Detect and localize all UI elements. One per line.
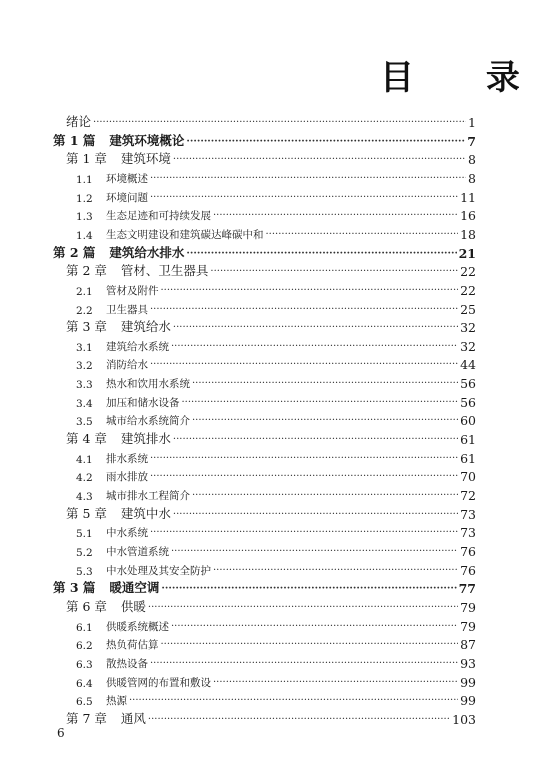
toc-entry-title: 管材、卫生器具 [120, 263, 209, 279]
toc-leader-dots [182, 392, 459, 410]
toc-entry-number: 3.1 [76, 341, 93, 354]
toc-entry-chapter[interactable] [66, 709, 476, 727]
toc-entry-number: 第 5 章 [66, 505, 107, 521]
toc-entry-chapter[interactable] [66, 429, 476, 447]
toc-entry-number: 第 1 章 [66, 151, 107, 167]
toc-entry-number: 第 6 章 [66, 598, 107, 614]
toc-entry-number: 第 2 章 [66, 263, 107, 279]
toc-entry-section[interactable] [76, 466, 476, 484]
toc-leader-dots [186, 243, 456, 261]
toc-leader-dots [161, 634, 459, 652]
page-title: 目 录 [380, 58, 550, 98]
toc-entry-section[interactable] [76, 672, 476, 690]
toc-entry-title: 中水管道系统 [106, 545, 169, 558]
toc-entry-number: 5.3 [76, 565, 93, 578]
toc-entry-title: 建筑排水 [120, 431, 171, 447]
toc-leader-dots [213, 672, 458, 690]
toc-entry-number: 第 2 篇 [53, 244, 96, 260]
toc-leader-dots [171, 336, 458, 354]
toc-entry-section[interactable] [76, 354, 476, 372]
toc-entry-section[interactable] [76, 224, 476, 242]
toc-entry-title: 建筑给水系统 [106, 340, 169, 353]
toc-entry-title: 环境概述 [106, 172, 148, 185]
toc-entry-section[interactable] [76, 690, 476, 708]
toc-entry-number: 3.2 [76, 360, 93, 373]
toc-leader-dots [150, 168, 466, 186]
toc-entry-page: 60 [460, 413, 476, 429]
toc-entry-chapter[interactable] [66, 149, 476, 167]
toc-entry-page: 18 [460, 226, 476, 242]
toc-leader-dots [186, 131, 465, 149]
toc-leader-dots [150, 187, 458, 205]
toc-entry-page: 61 [460, 450, 476, 466]
toc-leader-dots [129, 690, 458, 708]
toc-leader-dots [210, 261, 458, 279]
toc-entry-section[interactable] [76, 616, 476, 634]
toc-entry-section[interactable] [76, 410, 476, 428]
toc-leader-dots [192, 373, 458, 391]
toc-entry-section[interactable] [76, 634, 476, 652]
toc-entry-page: 56 [460, 394, 476, 410]
toc-entry-chapter[interactable] [66, 261, 476, 279]
toc-leader-dots [173, 429, 458, 447]
toc-entry-number: 第 3 篇 [53, 580, 96, 596]
toc-entry-page: 8 [468, 170, 476, 186]
toc-entry-title: 城市给水系统简介 [106, 415, 190, 428]
toc-leader-dots [150, 299, 458, 317]
toc-entry-page: 22 [460, 282, 476, 298]
toc-leader-dots [150, 466, 458, 484]
toc-entry-page: 73 [460, 525, 476, 541]
toc-entry-title: 建筑给水 [120, 319, 171, 335]
toc-leader-dots [150, 653, 458, 671]
toc-entry-section[interactable] [76, 541, 476, 559]
toc-entry-section[interactable] [76, 168, 476, 186]
toc-entry-page: 32 [460, 320, 476, 336]
toc-entry-page: 16 [460, 208, 476, 224]
toc-entry-page: 99 [460, 693, 476, 709]
toc-entry-section[interactable] [76, 522, 476, 540]
toc-entry-page: 76 [460, 543, 476, 559]
toc-entry-title: 生态足迹和可持续发展 [106, 210, 211, 223]
toc-entry-number: 第 7 章 [66, 710, 107, 726]
toc-entry-section[interactable] [76, 336, 476, 354]
toc-entry-number: 4.1 [76, 453, 93, 466]
toc-leader-dots [192, 410, 458, 428]
toc-entry-title: 排水系统 [106, 452, 148, 465]
toc-leader-dots [150, 448, 458, 466]
toc-entry-section[interactable] [76, 448, 476, 466]
toc-entry-number: 5.1 [76, 528, 93, 541]
toc-entry-title: 供暖系统概述 [106, 620, 169, 633]
toc-entry-page: 25 [460, 301, 476, 317]
toc-leader-dots [150, 354, 458, 372]
toc-entry-section[interactable] [76, 205, 476, 223]
page-number: 6 [57, 726, 65, 740]
toc-leader-dots [161, 280, 459, 298]
toc-entry-number: 3.4 [76, 397, 93, 410]
toc-entry-number: 6.5 [76, 696, 93, 709]
toc-entry-number: 2.1 [76, 285, 93, 298]
toc-entry-title: 生态文明建设和建筑碳达峰碳中和 [106, 228, 264, 241]
toc-entry-page: 87 [460, 637, 476, 653]
toc-entry-page: 73 [460, 506, 476, 522]
toc-leader-dots [173, 504, 458, 522]
toc-entry-title: 热负荷估算 [106, 639, 159, 652]
toc-entry-section[interactable] [76, 392, 476, 410]
toc-entry-page: 44 [460, 357, 476, 373]
toc-entry-title: 建筑环境 [120, 151, 171, 167]
toc-entry-page: 70 [460, 469, 476, 485]
toc-entry-page: 76 [460, 562, 476, 578]
toc-entry-title: 暖通空调 [109, 580, 160, 596]
toc-entry-title: 供暖管网的布置和敷设 [106, 676, 211, 689]
toc-entry-number: 第 1 篇 [53, 132, 96, 148]
toc-entry-title: 城市排水工程简介 [106, 490, 190, 502]
toc-entry-number: 第 4 章 [66, 431, 107, 447]
toc-entry-page: 72 [460, 488, 476, 503]
toc-leader-dots [148, 709, 450, 727]
toc-entry-title: 建筑环境概论 [109, 132, 185, 148]
toc-entry-section[interactable] [76, 299, 476, 317]
toc-entry-number: 1.3 [76, 211, 93, 224]
toc-entry-number: 5.2 [76, 546, 93, 559]
toc-entry-part[interactable] [53, 131, 476, 149]
toc-leader-dots [173, 149, 466, 167]
toc-entry-chapter[interactable] [66, 317, 476, 335]
toc-entry-title: 热水和饮用水系统 [106, 378, 190, 391]
toc-entry-number: 6.1 [76, 621, 93, 634]
toc-entry-page: 61 [460, 432, 476, 448]
toc-entry-title: 建筑给水排水 [109, 244, 185, 260]
toc-entry-page: 56 [460, 376, 476, 392]
toc-entry-page: 79 [460, 618, 476, 634]
toc-entry-number: 3.3 [76, 379, 93, 392]
toc-entry-title: 散热设备 [106, 657, 148, 670]
toc-leader-dots [148, 597, 458, 615]
toc-entry-page: 103 [452, 711, 476, 727]
toc-entry-page: 93 [460, 655, 476, 671]
toc-entry-section[interactable] [76, 373, 476, 391]
toc-entry-title: 热源 [106, 695, 127, 708]
toc-entry-title: 绪论 [66, 114, 92, 129]
toc-entry-title: 卫生器具 [106, 303, 148, 316]
toc-entry-page: 22 [460, 264, 476, 280]
toc-entry-intro[interactable] [66, 112, 476, 130]
toc-entry-title: 通风 [120, 710, 146, 726]
toc-entry-page: 1 [468, 115, 476, 130]
toc-entry-page: 32 [460, 338, 476, 354]
toc-entry-page: 79 [460, 599, 476, 615]
toc-entry-number: 1.2 [76, 192, 93, 205]
toc-leader-dots [93, 112, 466, 130]
toc-entry-title: 供暖 [120, 598, 146, 614]
toc-entry-page: 99 [460, 674, 476, 690]
toc-leader-dots [173, 317, 458, 335]
toc-entry-number: 1.1 [76, 173, 93, 186]
toc-entry-part[interactable] [53, 243, 476, 261]
toc-entry-number: 2.2 [76, 304, 93, 317]
toc-entry-section[interactable] [76, 560, 476, 578]
toc-entry-number: 1.4 [76, 229, 93, 242]
toc-entry-page: 7 [467, 133, 476, 149]
toc-entry-number: 6.4 [76, 677, 93, 690]
toc-entry-title: 管材及附件 [106, 284, 159, 297]
toc-leader-dots [266, 224, 459, 242]
toc-leader-dots [161, 578, 456, 596]
toc-entry-page: 77 [458, 581, 476, 597]
toc-entry-number: 第 3 章 [66, 319, 107, 335]
toc-entry-title: 加压和储水设备 [106, 396, 180, 409]
toc-leader-dots [171, 616, 458, 634]
toc-leader-dots [213, 205, 458, 223]
toc-leader-dots [150, 522, 458, 540]
toc-entry-page: 8 [468, 152, 476, 168]
toc-entry-title: 雨水排放 [106, 471, 148, 484]
toc-entry-title: 消防给水 [106, 359, 148, 372]
toc-leader-dots [192, 485, 458, 503]
toc-entry-title: 中水系统 [106, 527, 148, 540]
toc-entry-title: 中水处理及其安全防护 [106, 564, 211, 577]
toc-entry-number: 4.3 [76, 491, 93, 503]
toc-entry-page: 11 [460, 189, 476, 205]
toc-entry-title: 环境问题 [106, 191, 148, 204]
toc-entry-section[interactable] [76, 280, 476, 298]
toc-entry-number: 6.3 [76, 658, 93, 671]
toc-entry-page: 21 [458, 245, 476, 261]
toc-entry-chapter[interactable] [66, 504, 476, 522]
toc-entry-part[interactable] [53, 578, 476, 596]
toc-entry-number: 6.2 [76, 640, 93, 653]
toc-entry-chapter[interactable] [66, 597, 476, 615]
toc-entry-number: 3.5 [76, 416, 93, 429]
toc-entry-section[interactable] [76, 187, 476, 205]
toc-leader-dots [171, 541, 458, 559]
toc-leader-dots [213, 560, 458, 578]
toc-entry-section[interactable] [76, 485, 476, 503]
toc-entry-number: 4.2 [76, 472, 93, 485]
toc-entry-section[interactable] [76, 653, 476, 671]
toc-entry-title: 建筑中水 [120, 505, 171, 521]
